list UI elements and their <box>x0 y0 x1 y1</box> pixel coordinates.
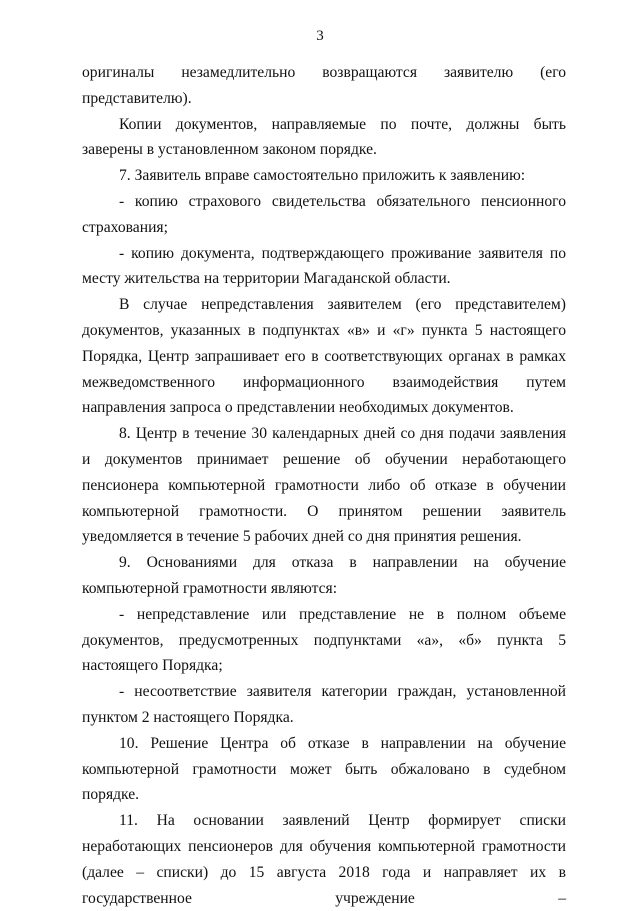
list-item-pension-certificate: - копию страхового свидетельства обязательного пенсионного страхования; <box>82 192 566 236</box>
document-body <box>82 60 566 911</box>
list-item-category-mismatch: - несоответствие заявителя категории граждан, установленной пунктом 2 настоящего Порядка. <box>82 683 566 726</box>
paragraph-item-9: 9. Основаниями для отказа в направлении на обучение компьютерной грамотности являются: <box>82 554 566 597</box>
paragraph-item-7: 7. Заявитель вправе самостоятельно приложить к заявлению: <box>119 167 526 185</box>
paragraph-copies-certification: Копии документов, направляемые по почте, должны быть заверены в установленном законом порядке. <box>82 115 566 159</box>
paragraph-item-8: 8. Центр в течение 30 календарных дней со дня подачи заявления и документов принимает решение об обучении неработающего пенсионера компьютерной грамотности либо об отказе в обучении компьютерной грамотности. О принятом решении заявитель уведомляется в течение 5 рабочих дней со дня принятия решения. <box>82 425 566 546</box>
page-number: 3 <box>316 28 324 44</box>
paragraph-item-11: 11. На основании заявлений Центр формирует списки неработающих пенсионеров для обучения компьютерной грамотности (далее – списки) до 15 августа 2018 года и направляет их в государственное учреждение – <box>82 812 566 907</box>
paragraph-continuation: оригиналы незамедлительно возвращаются заявителю (его представителю). <box>82 64 566 107</box>
list-item-incomplete-documents: - непредставление или представление не в полном объеме документов, предусмотренных подпунктами «а», «б» пункта 5 настоящего Порядка; <box>82 605 566 675</box>
list-item-residence-document: - копию документа, подтверждающего проживание заявителя по месту жительства на территории Магаданской области. <box>82 244 566 288</box>
paragraph-interagency-request: В случае непредставления заявителем (его представителем) документов, указанных в подпунктах «в» и «г» пункта 5 настоящего Порядка, Центр запрашивает его в соответствующих органах в рамках межведомственного информационного взаимодействия путем направления запроса о представлении необходимых документов. <box>82 296 566 417</box>
paragraph-item-10: 10. Решение Центра об отказе в направлении на обучение компьютерной грамотности может быть обжаловано в судебном порядке. <box>82 734 566 804</box>
